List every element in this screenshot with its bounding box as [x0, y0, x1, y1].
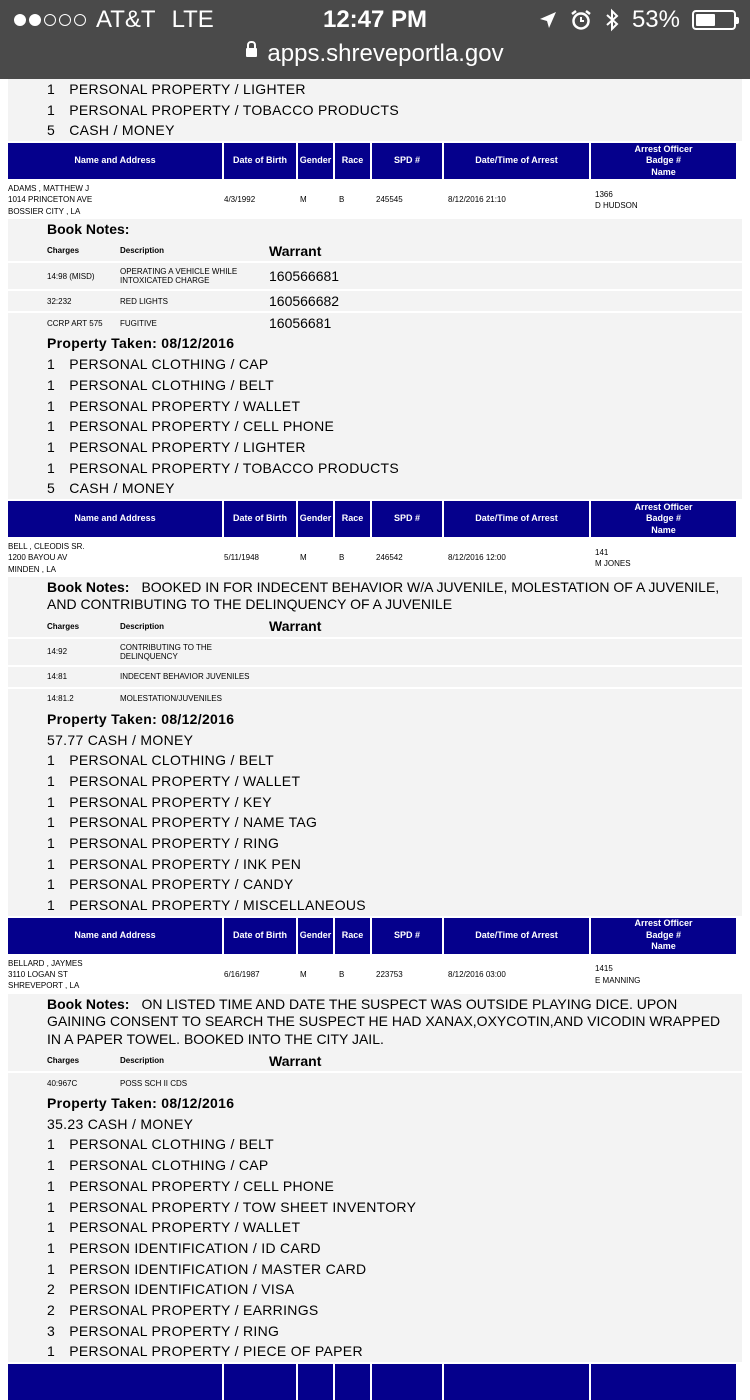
name-address-cell: BELLARD , JAYMES 3110 LOGAN ST SHREVEPORT , LA: [8, 958, 83, 991]
dob-cell: 5/11/1948: [224, 553, 259, 563]
arrest-time-cell: 8/12/2016 21:10: [448, 195, 506, 205]
property-qty: 1: [47, 814, 56, 831]
charge-description: RED LIGHTS: [120, 296, 169, 306]
charge-description: FUGITIVE: [120, 318, 157, 328]
book-notes: [8, 994, 742, 1051]
lock-icon: [246, 48, 257, 57]
charge-description: POSS SCH II CDS: [120, 1078, 188, 1088]
property-item: [8, 1238, 742, 1259]
property-item: [8, 478, 742, 499]
arrest-record-row: [8, 539, 742, 577]
warrant-col-header: Warrant: [269, 1052, 322, 1069]
arrest-record-row: [8, 956, 742, 994]
spd-header: [372, 1364, 442, 1400]
charge-code: 14:81: [47, 672, 68, 682]
property-desc: PERSONAL PROPERTY / TOBACCO PRODUCTS: [69, 459, 399, 476]
name-header: Name and Address: [8, 501, 222, 537]
property-qty: 1: [47, 438, 56, 455]
property-desc: PERSONAL PROPERTY / EARRINGS: [69, 1301, 319, 1318]
charge-code: 14:81.2: [47, 694, 74, 704]
property-item: [8, 1259, 742, 1280]
property-desc: PERSONAL CLOTHING / CAP: [69, 1157, 269, 1174]
property-taken-label: Property Taken: 08/12/2016: [8, 709, 742, 730]
charge-code: 40:967C: [47, 1078, 78, 1088]
warrant-col-header: Warrant: [269, 618, 322, 635]
property-item: [8, 100, 742, 121]
warrant-number: 160566682: [269, 293, 340, 310]
property-qty: 1: [47, 876, 56, 893]
officer-header: Arrest Officer Badge # Name: [591, 501, 736, 537]
property-item: [8, 1176, 742, 1197]
charge-row: [8, 313, 742, 333]
property-desc: PERSONAL PROPERTY / NAME TAG: [69, 814, 318, 831]
property-item: [8, 874, 742, 895]
arrest-time-header: Date/Time of Arrest: [444, 143, 589, 179]
charge-row: [8, 667, 742, 687]
property-desc: CASH / MONEY: [69, 122, 175, 139]
property-qty: 2: [47, 1301, 56, 1318]
network-type: LTE: [171, 6, 214, 33]
battery-percent: 53%: [631, 6, 680, 33]
property-desc: PERSONAL PROPERTY / TOBACCO PRODUCTS: [69, 101, 399, 118]
property-item: [8, 1155, 742, 1176]
dob-header: Date of Birth: [224, 143, 296, 179]
property-item: [8, 79, 742, 100]
gender-cell: M: [300, 970, 307, 980]
property-qty: 1: [47, 376, 56, 393]
officer-cell: 141 M JONES: [595, 547, 631, 568]
charge-description: INDECENT BEHAVIOR JUVENILES: [120, 672, 250, 682]
name-address-cell: ADAMS , MATTHEW J 1014 PRINCETON AVE BOSSIER CITY , LA: [8, 184, 93, 216]
dob-header: [224, 1364, 296, 1400]
officer-header: Arrest Officer Badge # Name: [591, 143, 736, 179]
record-header-row: [8, 918, 742, 954]
race-header: Race: [335, 501, 370, 537]
next-record-header-row: [8, 1364, 742, 1400]
spd-header: SPD #: [372, 501, 442, 537]
property-qty: 1: [47, 772, 56, 789]
property-qty: 1: [47, 1260, 56, 1277]
charge-code: CCRP ART 575: [47, 318, 103, 328]
property-qty: 1: [47, 81, 56, 97]
property-item: [8, 812, 742, 833]
property-qty: 1: [47, 356, 56, 373]
property-desc: PERSONAL PROPERTY / CELL PHONE: [69, 418, 335, 435]
name-header: Name and Address: [8, 918, 222, 954]
warrant-number: 160566681: [269, 268, 340, 285]
property-desc: CASH / MONEY: [87, 731, 194, 748]
gender-header: Gender: [298, 501, 333, 537]
gender-header: Gender: [298, 143, 333, 179]
charge-code: 14:98 (MISD): [47, 271, 95, 281]
charge-code: 14:92: [47, 647, 68, 657]
url-text: apps.shreveportla.gov: [267, 40, 504, 67]
property-desc: PERSONAL PROPERTY / MISCELLANEOUS: [69, 897, 366, 914]
property-item: [8, 416, 742, 437]
warrant-col-header: Warrant: [269, 242, 322, 259]
property-qty: 1: [47, 397, 56, 414]
property-item: [8, 854, 742, 875]
race-cell: B: [339, 553, 345, 563]
property-qty: 1: [47, 752, 56, 769]
name-header: [8, 1364, 222, 1400]
charges-header: [8, 1050, 742, 1071]
status-time: 12:47 PM: [322, 6, 428, 33]
charge-row: [8, 689, 742, 709]
property-qty: 1: [47, 1219, 56, 1236]
property-desc: PERSONAL CLOTHING / BELT: [69, 376, 275, 393]
property-qty: 1: [47, 1343, 56, 1360]
dob-header: Date of Birth: [224, 918, 296, 954]
property-desc: PERSONAL PROPERTY / PIECE OF PAPER: [69, 1343, 363, 1360]
property-item: [8, 1279, 742, 1300]
book-notes-label: Book Notes:: [47, 995, 130, 1012]
charge-description: MOLESTATION/JUVENILES: [120, 694, 222, 704]
booking-list: [8, 79, 742, 1400]
property-desc: PERSONAL CLOTHING / CAP: [69, 356, 269, 373]
property-desc: PERSONAL PROPERTY / WALLET: [69, 397, 301, 414]
property-desc: PERSONAL PROPERTY / LIGHTER: [69, 81, 306, 97]
spd-cell: 245545: [376, 195, 403, 205]
charge-description: OPERATING A VEHICLE WHILE INTOXICATED CHARGE: [120, 267, 238, 286]
property-desc: PERSONAL PROPERTY / CELL PHONE: [69, 1177, 335, 1194]
property-desc: PERSONAL PROPERTY / KEY: [69, 793, 272, 810]
property-desc: PERSONAL PROPERTY / TOW SHEET INVENTORY: [69, 1198, 417, 1215]
property-qty: 1: [47, 1157, 56, 1174]
property-qty: 1: [47, 1136, 56, 1153]
battery-icon: [692, 10, 736, 30]
description-col-header: Description: [120, 1056, 165, 1066]
book-notes-text: ON LISTED TIME AND DATE THE SUSPECT WAS OUTSIDE PLAYING DICE. UPON GAINING CONSENT TO SEARCH THE SUSPECT HE HAD XANAX,OXYCOTIN,AND VICODIN WRAPPED IN A PAPER TOWEL. BOOKED INTO THE CITY JAIL.: [47, 995, 721, 1047]
property-item: [8, 396, 742, 417]
property-qty: 57.77: [47, 731, 84, 748]
arrest-report-page: [0, 79, 750, 1400]
property-item: [8, 1134, 742, 1155]
property-taken-label: Property Taken: 08/12/2016: [8, 1093, 742, 1114]
spd-cell: 246542: [376, 553, 403, 563]
arrest-time-header: Date/Time of Arrest: [444, 501, 589, 537]
property-qty: 1: [47, 855, 56, 872]
property-desc: PERSONAL PROPERTY / WALLET: [69, 772, 301, 789]
book-notes: [8, 577, 742, 616]
charge-row: [8, 639, 742, 665]
property-item: [8, 120, 742, 141]
property-desc: PERSONAL PROPERTY / WALLET: [69, 1219, 301, 1236]
property-desc: PERSON IDENTIFICATION / MASTER CARD: [69, 1260, 367, 1277]
property-qty: 2: [47, 1281, 56, 1298]
charges-header: [8, 616, 742, 637]
charge-description: CONTRIBUTING TO THE DELINQUENCY: [120, 642, 213, 661]
property-item: [8, 833, 742, 854]
status-icons: [538, 6, 736, 34]
property-qty: 5: [47, 480, 56, 497]
property-qty: 1: [47, 1239, 56, 1256]
arrest-time-header: Date/Time of Arrest: [444, 918, 589, 954]
arrest-time-cell: 8/12/2016 03:00: [448, 970, 506, 980]
race-cell: B: [339, 195, 345, 205]
record-header-row: [8, 143, 742, 179]
spd-cell: 223753: [376, 970, 403, 980]
property-item: [8, 750, 742, 771]
dob-header: Date of Birth: [224, 501, 296, 537]
property-desc: PERSONAL PROPERTY / CANDY: [69, 876, 294, 893]
charges-col-header: Charges: [47, 1056, 80, 1066]
carrier-name: AT&T: [96, 6, 156, 33]
property-item: [8, 1217, 742, 1238]
charge-row: [8, 291, 742, 311]
gender-header: Gender: [298, 918, 333, 954]
name-address-cell: BELL , CLEODIS SR. 1200 BAYOU AV MINDEN , LA: [8, 541, 85, 574]
property-qty: 1: [47, 459, 56, 476]
race-header: [335, 1364, 370, 1400]
property-qty: 5: [47, 122, 56, 139]
arrest-record-row: [8, 181, 742, 219]
race-header: Race: [335, 143, 370, 179]
arrest-time-header: [444, 1364, 589, 1400]
property-qty: 1: [47, 834, 56, 851]
property-desc: PERSON IDENTIFICATION / ID CARD: [69, 1239, 321, 1256]
property-item: [8, 895, 742, 916]
property-item: [8, 375, 742, 396]
property-qty: 3: [47, 1322, 56, 1339]
charge-row: [8, 1073, 742, 1093]
status-bar: [0, 0, 750, 79]
gender-header: [298, 1364, 333, 1400]
book-notes-label: Book Notes:: [47, 220, 130, 237]
book-notes-text: BOOKED IN FOR INDECENT BEHAVIOR W/A JUVENILE, MOLESTATION OF A JUVENILE, AND CONTRIBUTING TO THE DELINQUENCY OF A JUVENILE: [47, 578, 720, 613]
charges-header: [8, 240, 742, 261]
race-cell: B: [339, 970, 345, 980]
property-item: [8, 771, 742, 792]
warrant-number: 16056681: [269, 315, 332, 332]
gender-cell: M: [300, 553, 307, 563]
officer-cell: 1366 D HUDSON: [595, 189, 638, 210]
spd-header: SPD #: [372, 143, 442, 179]
bluetooth-icon: [604, 8, 620, 32]
dob-cell: 6/16/1987: [224, 970, 260, 980]
location-arrow-icon: [538, 10, 558, 30]
description-col-header: Description: [120, 246, 165, 256]
charge-row: [8, 263, 742, 289]
officer-header: Arrest Officer Badge # Name: [591, 918, 736, 954]
property-desc: PERSON IDENTIFICATION / VISA: [69, 1281, 295, 1298]
charge-code: 32:232: [47, 296, 72, 306]
address-bar[interactable]: [0, 40, 750, 68]
description-col-header: Description: [120, 621, 165, 631]
property-desc: PERSONAL PROPERTY / INK PEN: [69, 855, 302, 872]
property-qty: 1: [47, 897, 56, 914]
property-qty: 35.23: [47, 1115, 84, 1132]
property-desc: PERSONAL PROPERTY / RING: [69, 834, 280, 851]
property-item: [8, 1197, 742, 1218]
officer-header: [591, 1364, 736, 1400]
dob-cell: 4/3/1992: [224, 195, 256, 205]
property-desc: PERSONAL CLOTHING / BELT: [69, 752, 275, 769]
book-notes: [8, 219, 742, 241]
property-qty: 1: [47, 101, 56, 118]
race-header: Race: [335, 918, 370, 954]
property-qty: 1: [47, 1198, 56, 1215]
officer-cell: 1415 E MANNING: [595, 964, 641, 985]
property-item: [8, 792, 742, 813]
spd-header: SPD #: [372, 918, 442, 954]
charges-col-header: Charges: [47, 246, 80, 256]
property-taken-label: Property Taken: 08/12/2016: [8, 333, 742, 354]
arrest-time-cell: 8/12/2016 12:00: [448, 553, 506, 563]
property-desc: PERSONAL CLOTHING / BELT: [69, 1136, 275, 1153]
property-item: [8, 458, 742, 479]
property-item: [8, 1300, 742, 1321]
property-qty: 1: [47, 418, 56, 435]
property-item: [8, 1341, 742, 1362]
name-header: Name and Address: [8, 143, 222, 179]
record-header-row: [8, 501, 742, 537]
property-item: [8, 730, 742, 751]
alarm-icon: [570, 9, 592, 31]
book-notes-label: Book Notes:: [47, 578, 130, 595]
gender-cell: M: [300, 195, 307, 205]
property-desc: PERSONAL PROPERTY / RING: [69, 1322, 280, 1339]
property-item: [8, 1321, 742, 1342]
property-item: [8, 354, 742, 375]
property-item: [8, 437, 742, 458]
property-qty: 1: [47, 1177, 56, 1194]
property-desc: CASH / MONEY: [87, 1115, 194, 1132]
property-item: [8, 1114, 742, 1135]
property-qty: 1: [47, 793, 56, 810]
charges-col-header: Charges: [47, 621, 80, 631]
property-desc: PERSONAL PROPERTY / LIGHTER: [69, 438, 306, 455]
property-desc: CASH / MONEY: [69, 480, 175, 497]
